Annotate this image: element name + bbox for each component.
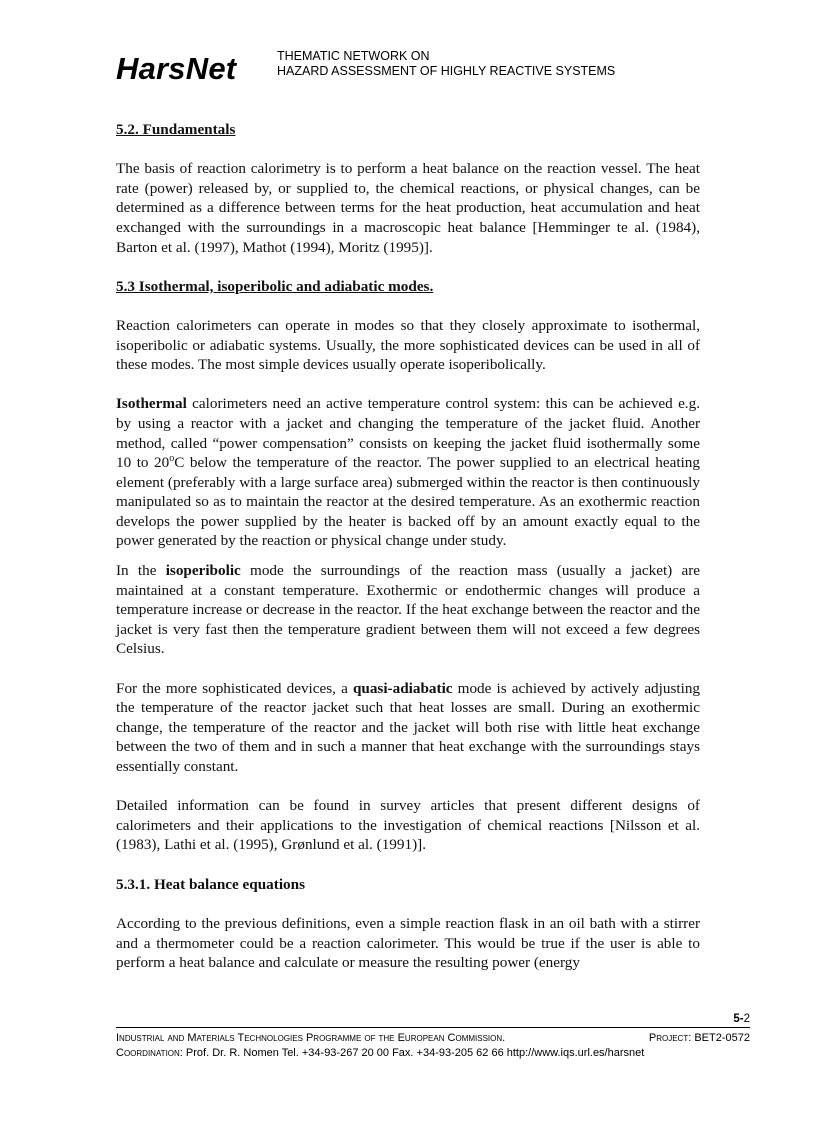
paragraph-heat-balance: According to the previous definitions, even a simple reaction flask in an oil bath with a stirrer and a thermometer could be a reaction calorimeter. This would be true if the user is able to perform a heat balance and calculate or measure the resulting power (energy (116, 915, 700, 972)
footer-project: Project: BET2-0572 (648, 1032, 750, 1044)
term-quasi-adiabatic: quasi-adiabatic (352, 679, 453, 697)
paragraph-modes-intro: Reaction calorimeters can operate in modes so that they closely approximate to isothermal, isoperibolic or adiabatic systems. Usually, the more sophisticated devices can be used in all of these modes. The most simple devices usually operate isoperibolically. (116, 316, 700, 374)
page-footer (116, 1031, 750, 1061)
paragraph-fundamentals: The basis of reaction calorimetry is to perform a heat balance on the reaction vessel. The heat rate (power) released by, or supplied to, the chemical reactions, or physical changes, can be determined as a difference between terms for the heat production, heat accumulation and heat exchanged with the surroundings in a macroscopic heat balance [Hemminger te al. (1984), Barton et al. (1997), Mathot (1994), Moritz (1995)]. (116, 160, 700, 256)
header-line-2: HAZARD ASSESSMENT OF HIGHLY REACTIVE SYSTEMS (277, 64, 616, 78)
page-body (116, 120, 700, 993)
paragraph-survey: Detailed information can be found in survey articles that present different designs of calorimeters and their applications to the investigation of chemical reactions [Nilsson et al. (1983), Lathi et al. (1995), Grønlund et al. (1991)]. (116, 797, 700, 854)
footer-row-programme (116, 1031, 750, 1046)
footer-programme: Industrial and Materials Technologies Programme of the European Commission. (116, 1032, 506, 1044)
section-heading-fundamentals: 5.2. Fundamentals (116, 121, 236, 138)
header-subtitle (277, 49, 615, 79)
section-heading-modes: 5.3 Isothermal, isoperibolic and adiabatic modes. (116, 277, 434, 295)
footer-row-coordination (116, 1046, 750, 1061)
degree-superscript: o (169, 453, 175, 465)
section-heading-heat-balance: 5.3.1. Heat balance equations (116, 875, 306, 893)
footer-coordination-value: Prof. Dr. R. Nomen Tel. +34-93-267 20 00 Fax. +34-93-205 62 66 http://www.iqs.url.es/harsnet (185, 1047, 645, 1059)
header-line-1: THEMATIC NETWORK ON (277, 49, 430, 63)
footer-coordination-label: Coordination: (116, 1047, 183, 1059)
footer-divider (116, 1027, 750, 1028)
page-number: 5-2 (733, 1013, 750, 1025)
term-isoperibolic: isoperibolic (165, 562, 241, 580)
paragraph-quasi-adiabatic: For the more sophisticated devices, a quasi-adiabatic mode is achieved by actively adjusting the temperature of the reactor jacket such that heat losses are small. During an exothermic change, the temperature of the reactor and the jacket will both rise with little heat exchange between the two of them and in such a manner that heat exchange with the surroundings stays essentially constant. (116, 679, 701, 775)
paragraph-isothermal: Isothermal calorimeters need an active temperature control system: this can be achieved e.g. by using a reactor with a jacket and changing the temperature of the jacket fluid. Another method, called “power compensation” consists on keeping the jacket fluid isothermally some 10 to 20$^o$C below the temperature of the reactor. The power supplied to an electrical heating element (preferably with a large surface area) submerged within the reactor is then continuously manipulated so as to maintain the reactor at the desired temperature. As an exothermic reaction develops the power supplied by the heater is backed off by an amount exactly equal to the power generated by the reaction or physical change under study. (116, 395, 700, 550)
page-header (116, 47, 756, 89)
paragraph-isoperibolic: In the isoperibolic mode the surroundings of the reaction mass (usually a jacket) are maintained at a constant temperature. Exothermic or endothermic changes will produce a temperature increase or decrease in the reactor. If the heat exchange between the reactor and the jacket is very fast then the temperature gradient between them will not exceed a few degrees Celsius. (116, 562, 700, 658)
term-isothermal: Isothermal (116, 395, 187, 413)
harsnet-logo: HarsNet (116, 51, 237, 86)
